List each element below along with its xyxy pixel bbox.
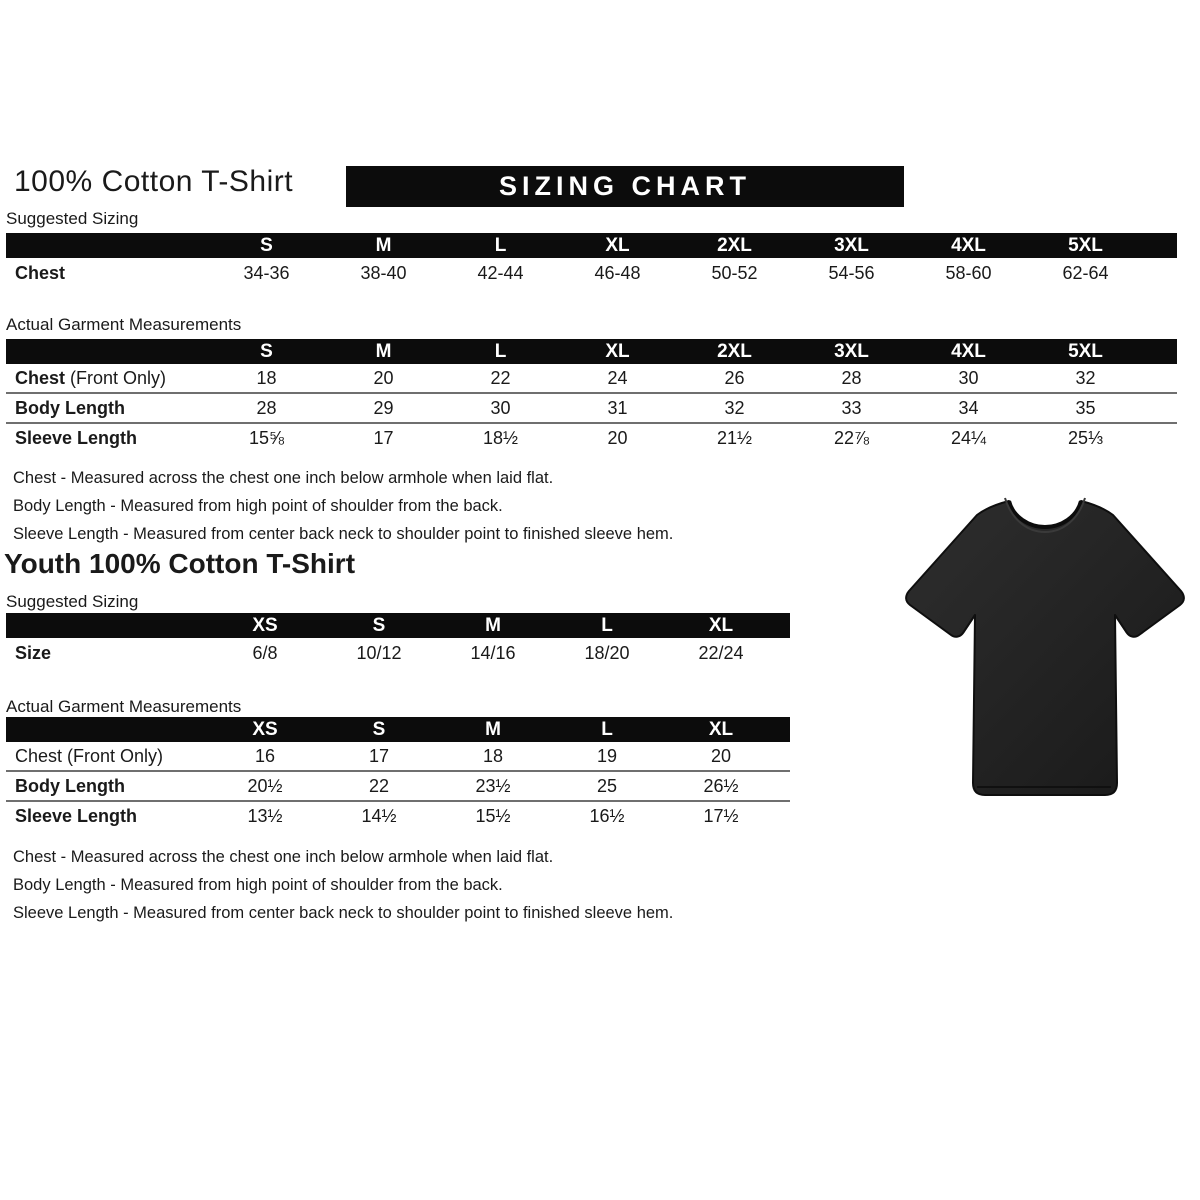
adult-actual-measurements-label: Actual Garment Measurements xyxy=(6,315,242,334)
note-text: Sleeve Length - Measured from center back neck to shoulder point to finished sleeve hem. xyxy=(13,904,674,922)
row-label: Sleeve Length xyxy=(6,801,208,830)
cell-spacer xyxy=(1144,258,1177,288)
cell: 10/12 xyxy=(356,642,402,663)
row-label: Chest (Front Only) xyxy=(15,745,164,766)
row-label: Size xyxy=(15,642,52,663)
cell: 31 xyxy=(559,393,676,423)
column-header: M xyxy=(325,233,442,258)
cell: 20½ xyxy=(208,771,322,801)
column-header: L xyxy=(442,233,559,258)
cell: 26 xyxy=(724,367,745,388)
column-header: 4XL xyxy=(910,339,1027,364)
cell: 22 xyxy=(490,367,511,388)
cell: 14½ xyxy=(322,801,436,830)
table-row xyxy=(6,364,1177,393)
cell: 30 xyxy=(958,367,979,388)
column-header: XL xyxy=(664,717,778,742)
cell: 38-40 xyxy=(360,262,407,283)
cell: 22/24 xyxy=(698,642,744,663)
cell-spacer xyxy=(778,771,790,801)
cell: 17 xyxy=(325,423,442,452)
column-header: M xyxy=(436,717,550,742)
cell: 22⅞ xyxy=(793,423,910,452)
cell: 30 xyxy=(442,393,559,423)
cell: 14/16 xyxy=(470,642,516,663)
column-header: 5XL xyxy=(1027,339,1144,364)
page-title: 100% Cotton T-Shirt xyxy=(14,165,294,198)
column-header-spacer xyxy=(778,613,790,638)
cell: 17½ xyxy=(664,801,778,830)
column-header: XS xyxy=(208,717,322,742)
cell: 46-48 xyxy=(594,262,641,283)
table-row xyxy=(6,258,1177,288)
column-header: L xyxy=(442,339,559,364)
cell: 20 xyxy=(373,367,394,388)
youth-suggested-table xyxy=(6,613,790,668)
table-row xyxy=(6,742,790,771)
cell: 15⅝ xyxy=(208,423,325,452)
adult-suggested-sizing-label: Suggested Sizing xyxy=(6,209,139,228)
note-text: Body Length - Measured from high point of shoulder from the back. xyxy=(13,497,503,515)
column-header: 4XL xyxy=(910,233,1027,258)
cell: 20 xyxy=(559,423,676,452)
column-header: XL xyxy=(559,339,676,364)
cell: 29 xyxy=(325,393,442,423)
youth-suggested-sizing-label: Suggested Sizing xyxy=(6,592,139,611)
column-header: M xyxy=(436,613,550,638)
cell: 18 xyxy=(482,745,504,766)
column-header: S xyxy=(208,233,325,258)
column-header-spacer xyxy=(778,717,790,742)
cell: 42-44 xyxy=(477,262,524,283)
cell: 15½ xyxy=(436,801,550,830)
note-text: Sleeve Length - Measured from center back neck to shoulder point to finished sleeve hem. xyxy=(13,525,674,543)
cell: 33 xyxy=(793,393,910,423)
column-header: S xyxy=(322,717,436,742)
cell: 34-36 xyxy=(243,262,290,283)
table-header-row xyxy=(6,339,1177,364)
cell: 18 xyxy=(256,367,277,388)
cell: 18½ xyxy=(442,423,559,452)
cell: 6/8 xyxy=(252,642,278,663)
cell: 32 xyxy=(676,393,793,423)
table-row xyxy=(6,393,1177,423)
table-row xyxy=(6,423,1177,452)
adult-actual-table xyxy=(6,339,1177,452)
cell: 26½ xyxy=(664,771,778,801)
cell: 32 xyxy=(1075,367,1096,388)
cell: 20 xyxy=(710,745,732,766)
cell-spacer xyxy=(1144,423,1177,452)
cell: 34 xyxy=(910,393,1027,423)
cell: 62-64 xyxy=(1062,262,1109,283)
cell: 13½ xyxy=(208,801,322,830)
column-header-blank xyxy=(6,339,208,364)
cell: 58-60 xyxy=(945,262,992,283)
column-header: 3XL xyxy=(793,233,910,258)
table-header-row xyxy=(6,233,1177,258)
column-header-blank xyxy=(6,717,208,742)
column-header: 3XL xyxy=(793,339,910,364)
row-label: Chest xyxy=(15,262,66,283)
youth-measurement-notes xyxy=(13,843,673,927)
column-header: XL xyxy=(559,233,676,258)
cell: 25⅓ xyxy=(1027,423,1144,452)
cell-spacer xyxy=(1144,393,1177,423)
column-header: M xyxy=(325,339,442,364)
table-row xyxy=(6,638,790,668)
table-header-row xyxy=(6,717,790,742)
adult-suggested-table xyxy=(6,233,1177,288)
note-text: Chest - Measured across the chest one inch below armhole when laid flat. xyxy=(13,848,554,866)
youth-actual-measurements-label: Actual Garment Measurements xyxy=(6,697,242,716)
column-header: 2XL xyxy=(676,233,793,258)
row-label: Sleeve Length xyxy=(6,423,208,452)
cell: 21½ xyxy=(676,423,793,452)
cell-spacer xyxy=(778,742,790,771)
cell: 54-56 xyxy=(828,262,875,283)
cell-spacer xyxy=(1144,364,1177,393)
column-header: 5XL xyxy=(1027,233,1144,258)
row-label: Chest (Front Only) xyxy=(15,367,167,388)
note-text: Body Length - Measured from high point of shoulder from the back. xyxy=(13,876,503,894)
youth-actual-table xyxy=(6,717,790,830)
tshirt-image xyxy=(893,487,1193,802)
column-header-spacer xyxy=(1144,339,1177,364)
note-text: Chest - Measured across the chest one inch below armhole when laid flat. xyxy=(13,469,554,487)
table-row xyxy=(6,801,790,830)
column-header: L xyxy=(550,717,664,742)
cell: 24 xyxy=(607,367,628,388)
cell-spacer xyxy=(778,638,790,668)
column-header: L xyxy=(550,613,664,638)
cell: 17 xyxy=(368,745,390,766)
column-header: S xyxy=(322,613,436,638)
cell: 18/20 xyxy=(584,642,630,663)
column-header-blank xyxy=(6,233,208,258)
cell: 25 xyxy=(550,771,664,801)
cell: 22 xyxy=(322,771,436,801)
table-header-row xyxy=(6,613,790,638)
cell-spacer xyxy=(778,801,790,830)
cell: 35 xyxy=(1027,393,1144,423)
cell: 50-52 xyxy=(711,262,758,283)
row-label: Body Length xyxy=(6,393,208,423)
column-header: XL xyxy=(664,613,778,638)
cell: 28 xyxy=(208,393,325,423)
cell: 16½ xyxy=(550,801,664,830)
adult-measurement-notes xyxy=(13,464,673,548)
cell: 24¼ xyxy=(910,423,1027,452)
youth-page-title: Youth 100% Cotton T-Shirt xyxy=(4,548,356,579)
cell: 16 xyxy=(254,745,276,766)
column-header: XS xyxy=(208,613,322,638)
sizing-chart-banner: SIZING CHART xyxy=(346,166,904,207)
column-header-spacer xyxy=(1144,233,1177,258)
column-header: S xyxy=(208,339,325,364)
cell: 19 xyxy=(596,745,618,766)
column-header: 2XL xyxy=(676,339,793,364)
cell: 23½ xyxy=(436,771,550,801)
cell: 28 xyxy=(841,367,862,388)
column-header-blank xyxy=(6,613,208,638)
table-row xyxy=(6,771,790,801)
row-label: Body Length xyxy=(6,771,208,801)
